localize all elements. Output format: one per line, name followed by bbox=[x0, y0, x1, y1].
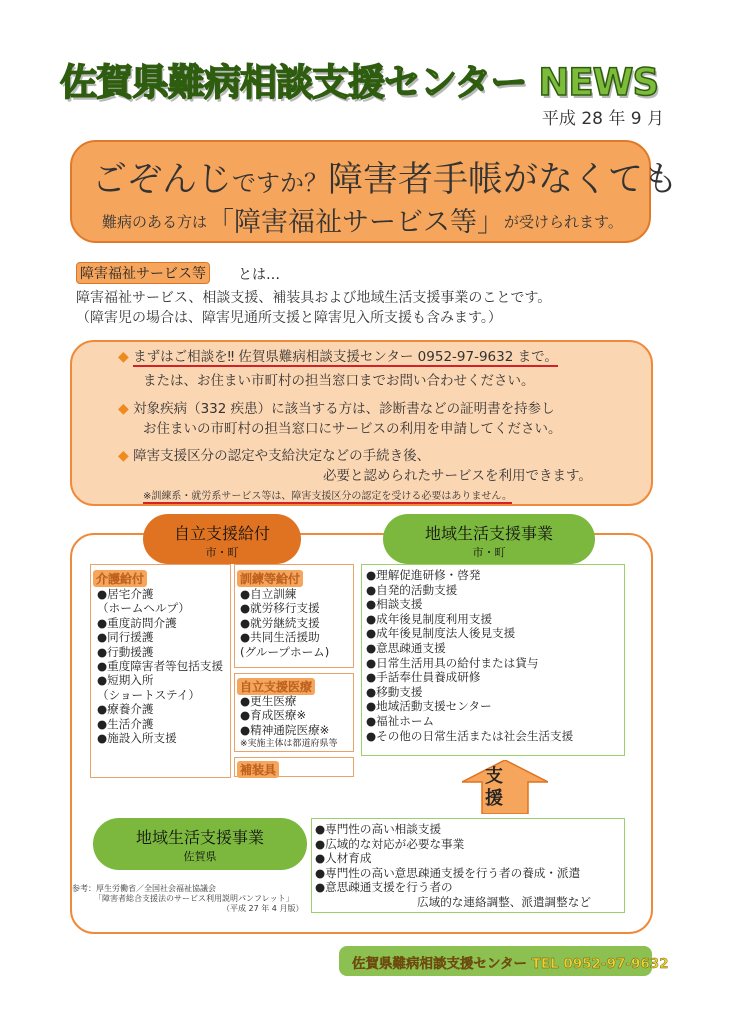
list-item: ●就労継続支援 bbox=[240, 615, 320, 630]
notice-bullet2 bbox=[118, 397, 555, 417]
iryo-list bbox=[240, 694, 338, 752]
iryo-tag bbox=[237, 676, 315, 695]
newsletter-title: 佐賀県難病相談支援センター NEWS bbox=[60, 61, 659, 104]
notice-bullet1-text: まずはご相談を‼ 佐賀県難病相談支援センター 0952-97-9632 まで。 bbox=[133, 349, 558, 365]
jiritsu-sub: 市・町 bbox=[205, 546, 239, 559]
list-item: ●広域的な対応が必要な事業 bbox=[315, 836, 465, 851]
chiiki-pref-pill bbox=[93, 818, 307, 870]
reference-note bbox=[72, 884, 303, 914]
list-item: ●地域活動支援センター bbox=[366, 699, 492, 714]
reference-line2: 「障害者総合支援法のサービス利用説明パンフレット」 bbox=[94, 894, 294, 903]
list-item: ●居宅介護 bbox=[97, 587, 154, 601]
headline-service: 「障害福祉サービス等」 bbox=[207, 207, 505, 238]
list-item: ●相談支援 bbox=[366, 597, 423, 612]
diamond-icon: ◆ bbox=[118, 349, 129, 365]
kunren-list bbox=[240, 587, 329, 659]
headline-nanbyou: 難病のある方は bbox=[102, 213, 208, 231]
kunren-tag-label: 訓練等給付 bbox=[237, 570, 303, 587]
footer-contact: 佐賀県難病相談支援センター TEL 0952-97-9632 bbox=[352, 956, 669, 972]
headline-gozonji: ごぞんじ bbox=[92, 160, 233, 200]
kaigo-tag-label: 介護給付 bbox=[93, 570, 147, 587]
list-item: ●専門性の高い意思疎通支援を行う者の養成・派遣 bbox=[315, 865, 581, 880]
jiritsu-title: 自立支援給付 bbox=[173, 524, 270, 543]
notice-note bbox=[143, 487, 512, 502]
list-item: ●行動援護 bbox=[97, 644, 154, 659]
list-item: ●その他の日常生活または社会生活支援 bbox=[366, 728, 574, 743]
list-item: ●療養介護 bbox=[97, 702, 154, 717]
list-item: （ショートステイ） bbox=[97, 687, 200, 702]
hosogu-tag-label: 補装具 bbox=[237, 761, 279, 778]
list-item: ●福祉ホーム bbox=[366, 713, 435, 728]
notice-note-text: ※訓練系・就労系サービス等は、障害支援区分の認定を受ける必要はありません。 bbox=[143, 491, 512, 502]
list-item: ●成年後見制度利用支援 bbox=[366, 611, 493, 626]
diamond-icon: ◆ bbox=[118, 401, 129, 417]
list-item: ●精神通院医療※ bbox=[240, 722, 330, 737]
list-item: ●日常生活用具の給付または貸与 bbox=[366, 655, 539, 670]
list-item: ●育成医療※ bbox=[240, 708, 307, 723]
list-item: （ホームヘルプ） bbox=[97, 601, 190, 616]
list-item: ●移動支援 bbox=[366, 684, 423, 699]
list-item: ●重度訪問介護 bbox=[97, 615, 177, 630]
headline-line1 bbox=[92, 152, 678, 202]
notice-bullet1-sub: または、お住まい市町村の担当窓口までお問い合わせください。 bbox=[143, 373, 535, 389]
reference-line1: 参考：厚生労働省／全国社会福祉協議会 bbox=[72, 884, 216, 893]
list-item: ●人材育成 bbox=[315, 851, 372, 866]
list-item: ●重度障害者等包括支援 bbox=[97, 659, 224, 674]
notice-bullet3-text: 障害支援区分の認定や支給決定などの手続き後、 bbox=[133, 448, 431, 464]
notice-bullet2-text: 対象疾病（332 疾患）に該当する方は、診断書などの証明書を持参し bbox=[133, 401, 555, 417]
kaigo-list bbox=[97, 587, 223, 745]
issue-date: 平成 28 年 9 月 bbox=[541, 109, 664, 129]
kaigo-tag bbox=[93, 568, 147, 587]
list-item: ●更生医療 bbox=[240, 694, 297, 708]
diamond-icon: ◆ bbox=[118, 448, 129, 464]
list-item: ●短期入所 bbox=[97, 673, 154, 688]
list-item: (グループホーム) bbox=[240, 644, 330, 659]
iryo-note: ※実施主体は都道府県等 bbox=[240, 739, 338, 750]
list-item: ●生活介護 bbox=[97, 716, 154, 731]
definition-label: 障害福祉サービス等 bbox=[76, 262, 210, 284]
list-item: ●手話奉仕員養成研修 bbox=[366, 670, 481, 685]
reference-line3: （平成 27 年 4 月版） bbox=[222, 904, 304, 913]
definition-suffix: とは… bbox=[238, 267, 280, 283]
list-item: ●共同生活援助 bbox=[240, 630, 320, 645]
notice-bullet1 bbox=[118, 345, 558, 365]
chiiki-city-title: 地域生活支援事業 bbox=[424, 524, 553, 543]
hosogu-tag bbox=[237, 759, 279, 778]
headline-line2 bbox=[102, 196, 623, 238]
kunren-tag bbox=[237, 568, 303, 587]
iryo-tag-label: 自立支援医療 bbox=[237, 678, 315, 695]
list-item: ●自発的活動支援 bbox=[366, 582, 458, 597]
chiiki-city-list bbox=[366, 568, 573, 743]
chiiki-city-sub: 市・町 bbox=[472, 546, 506, 559]
chiiki-pref-sub: 佐賀県 bbox=[183, 850, 217, 863]
headline-ukeraremasu: が受けられます。 bbox=[504, 213, 623, 231]
jiritsu-pill bbox=[143, 514, 301, 564]
notice-bullet3 bbox=[118, 444, 430, 464]
chiiki-city-pill bbox=[383, 514, 595, 564]
chiiki-pref-title: 地域生活支援事業 bbox=[135, 828, 264, 847]
notice-bullet3-sub: 必要と認められたサービスを利用できます。 bbox=[323, 468, 592, 484]
notice-bullet2-sub: お住まいの市町村の担当窓口にサービスの利用を申請してください。 bbox=[143, 421, 562, 437]
list-item: ●同行援護 bbox=[97, 630, 154, 645]
list-item: ●施設入所支援 bbox=[97, 731, 177, 746]
definition-line1: 障害福祉サービス、相談支援、補装具および地域生活支援事業のことです。 bbox=[76, 290, 552, 306]
list-item: ●成年後見制度法人後見支援 bbox=[366, 626, 516, 641]
headline-techou: 障害者手帳がなくても bbox=[328, 160, 679, 200]
headline-desuka: ですか？ bbox=[232, 169, 329, 197]
list-item: ●理解促進研修・啓発 bbox=[366, 568, 481, 582]
chiiki-pref-list bbox=[315, 822, 591, 910]
list-item: ●意思疎通支援 bbox=[366, 640, 446, 655]
list-item: ●自立訓練 bbox=[240, 587, 297, 601]
support-label: 支援 bbox=[485, 766, 503, 809]
list-item: ●専門性の高い相談支援 bbox=[315, 822, 442, 836]
list-item: 広域的な連絡調整、派遣調整など bbox=[417, 894, 591, 909]
definition-line2: （障害児の場合は、障害児通所支援と障害児入所支援も含みます。） bbox=[76, 310, 502, 326]
list-item: ●就労移行支援 bbox=[240, 601, 320, 616]
list-item: ●意思疎通支援を行う者の bbox=[315, 880, 453, 895]
